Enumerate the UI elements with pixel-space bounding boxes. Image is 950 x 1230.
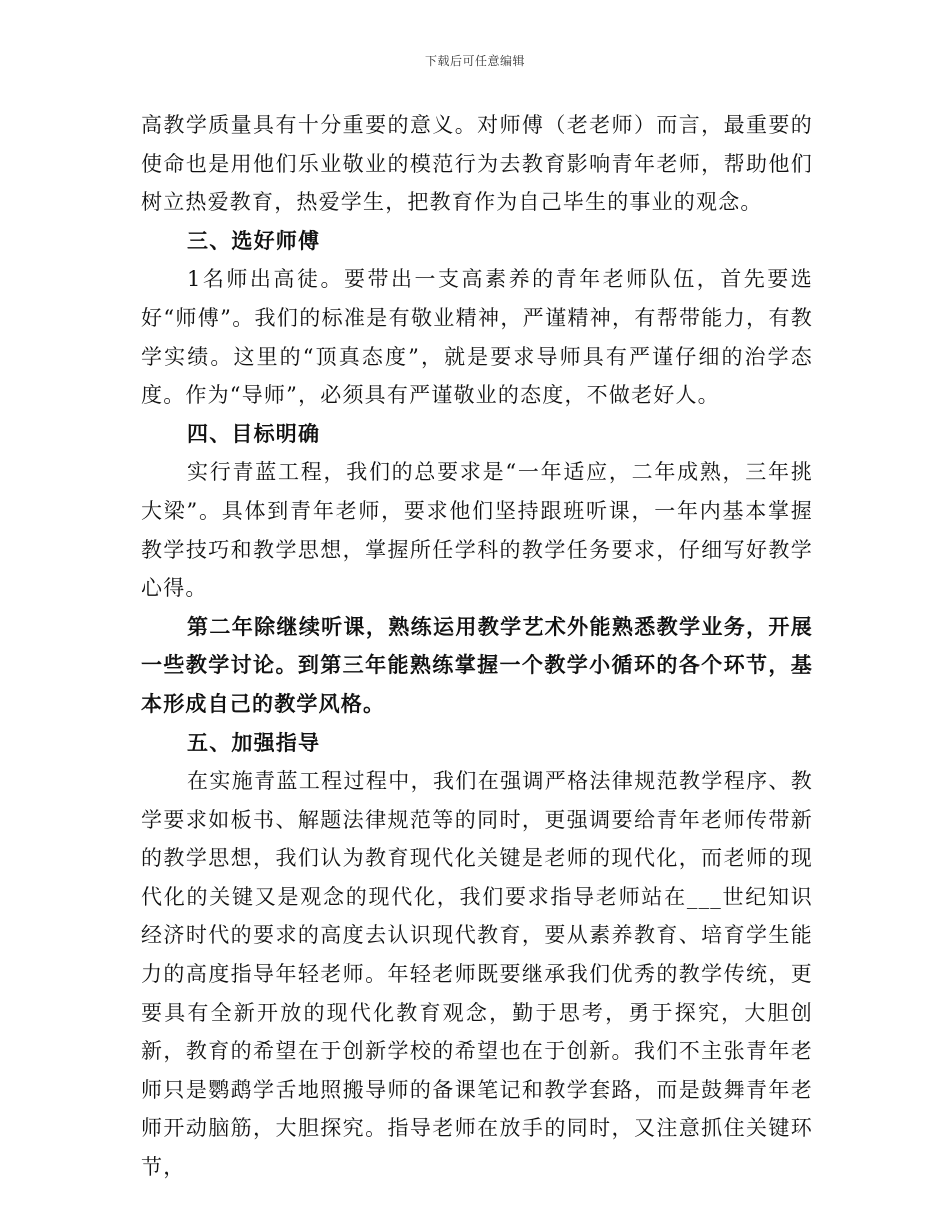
- section-heading-strengthen-guidance: 五、加强指导: [187, 729, 321, 755]
- document-body: [141, 106, 813, 1187]
- section-heading-clear-goals: 四、目标明确: [187, 420, 321, 446]
- paragraph-strengthen-guidance: 在实施青蓝工程过程中，我们在强调严格法律规范教学程序、教学要求如板书、解题法律规范等的同时，更强调要给青年老师传带新的教学思想，我们认为教育现代化关键是老师的现代化，而老师的现代化的关键又是观念的现代化，我们要求指导老师站在___世纪知识经济时代的要求的高度去认识现代教育，要从素养教育、培育学生能力的高度指导年轻老师。年轻老师既要继承我们优秀的教学传统，更要具有全新开放的现代化教育观念，勤于思考，勇于探究，大胆创新，教育的希望在于创新学校的希望也在于创新。我们不主张青年老师只是鹦鹉学舌地照搬导师的备课笔记和教学套路，而是鼓舞青年老师开动脑筋，大胆探究。指导老师在放手的同时，又注意抓住关键环节，: [141, 769, 813, 1180]
- page-header: 下载后可任意编辑: [424, 54, 525, 68]
- paragraph-continued: 高教学质量具有十分重要的意义。对师傅（老老师）而言，最重要的使命也是用他们乐业敬业的模范行为去教育影响青年老师，帮助他们树立热爱教育，热爱学生，把教育作为自己毕生的事业的观念。: [141, 113, 813, 215]
- section-heading-choose-mentor: 三、选好师傅: [187, 227, 321, 253]
- paragraph-choose-mentor: 1名师出高徒。要带出一支高素养的青年老师队伍，首先要选好“师傅”。我们的标准是有敬业精神，严谨精神，有帮带能力，有教学实绩。这里的“顶真态度”，就是要求导师具有严谨仔细的治学态度。作为“导师”，必须具有严谨敬业的态度，不做老好人。: [141, 267, 813, 408]
- paragraph-clear-goals: 实行青蓝工程，我们的总要求是“一年适应，二年成熟，三年挑大梁”。具体到青年老师，要求他们坚持跟班听课，一年内基本掌握教学技巧和教学思想，掌握所任学科的教学任务要求，仔细写好教学心得。: [141, 460, 813, 601]
- paragraph-second-year-bold: 第二年除继续听课，熟练运用教学艺术外能熟悉教学业务，开展一些教学讨论。到第三年能熟练掌握一个教学小循环的各个环节，基本形成自己的教学风格。: [141, 613, 813, 716]
